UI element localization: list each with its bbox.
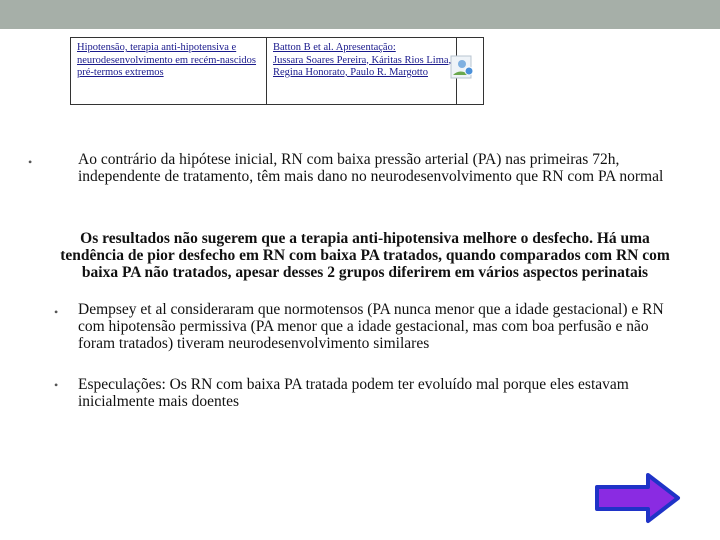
point-3: Especulações: Os RN com baixa PA tratada podem ter evoluído mal porque eles estavam inicialmente mais doentes [78, 376, 629, 410]
next-arrow-icon[interactable] [594, 472, 682, 529]
bullet-3: • [54, 378, 59, 392]
authors-link[interactable] [273, 42, 451, 78]
point-1: Ao contrário da hipótese inicial, RN com baixa pressão arterial (PA) nas primeiras 72h, independente de tratamento, têm mais dano no neurodesenvolvimento que RN com PA normal [78, 151, 664, 185]
image-thumbnail-icon[interactable] [448, 54, 476, 82]
conclusion-text: Os resultados não sugerem que a terapia anti-hipotensiva melhore o desfecho. Há uma tendência de pior desfecho em RN com baixa PA tratados, quando comparados com RN com baixa PA não tratados, apesar desses 2 grupos diferirem em vários aspectos perinatais [60, 230, 670, 281]
study-title-link[interactable]: Hipotensão, terapia anti-hipotensiva e neurodesenvolvimento em recém-nascidos pré-termos extremos [77, 42, 257, 78]
reference-study-cell [71, 38, 267, 104]
authors-line-1: Batton B et al. Apresentação: [273, 42, 396, 53]
point-2: Dempsey et al consideraram que normotensos (PA nunca menor que a idade gestacional) e RN com hipotensão permissiva (PA menor que a idade gestacional, mas com boa perfusão e não foram tratados) tiveram neurodesenvolvimento similares [78, 301, 664, 352]
bullet-1: • [28, 155, 33, 169]
reference-table [70, 37, 484, 105]
top-bar [0, 0, 720, 29]
bullet-2: • [54, 305, 59, 319]
authors-line-2: Jussara Soares Pereira, Káritas Rios Lima, Regina Honorato, Paulo R. Margotto [273, 54, 452, 78]
reference-authors-cell [267, 38, 457, 104]
